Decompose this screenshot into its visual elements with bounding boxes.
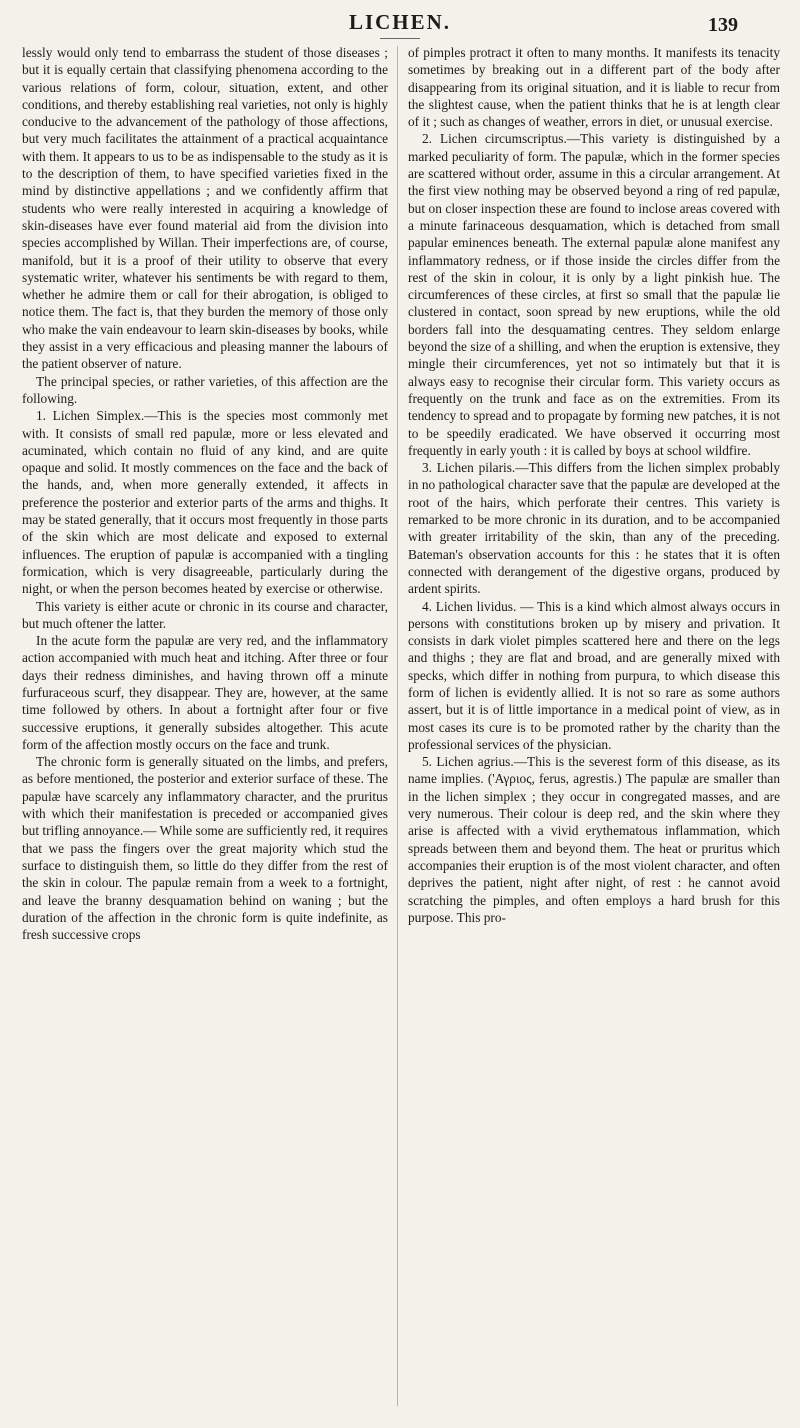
left-column: [22, 44, 388, 943]
paragraph: This variety is either acute or chronic in its course and character, but much oftener the latter.: [22, 598, 388, 631]
page-header: [0, 4, 800, 44]
paragraph: 1. Lichen Simplex.—This is the species most commonly met with. It consists of small red papulæ, more or less elevated and acuminated, which contain no fluid of any kind, and are quite opaque and solid. It mostly commences on the face and the back of the hands, and, when more generally extended, it affects in preference the posterior and exterior parts of the arms and thighs. It may be stated generally, that it occurs most frequently in those parts of the skin which are most delicate and exposed to external influences. The eruption of papulæ is accompanied with a tingling formication, which is very disagreeable, particularly during the night, or when the person becomes heated by exercise or otherwise.: [22, 408, 388, 597]
paragraph: The principal species, or rather varieties, of this affection are the following.: [22, 373, 388, 406]
paragraph: 4. Lichen lividus. — This is a kind which almost always occurs in persons with constitutions broken up by misery and privation. It consists in dark violet pimples scattered here and there on the legs and thighs ; they are flat and broad, and are generally mixed with specks, which differ in nothing from purpura, to which disease this form of lichen is evidently allied. It is not so rare as some authors assert, but it is of little importance in a medical point of view, as in most cases its cure is to be promoted rather by the charity than the professional services of the physician.: [408, 598, 780, 752]
paragraph: 5. Lichen agrius.—This is the severest form of this disease, as its name implies. ('Αγριος, ferus, agrestis.) The papulæ are smaller than in the lichen simplex ; they occur in congregated masses, and are very numerous. Their colour is deep red, and the skin where they arise is affected with a vivid erythematous inflammation, which spreads between them and beyond them. The heat or pruritus which accompanies their eruption is of the most violent character, and often deprives the patient, night after night, of rest : he cannot avoid scratching the pimples, and often employs a hard brush for this purpose. This pro-: [408, 754, 780, 925]
page-number: 139: [708, 14, 738, 36]
paragraph: of pimples protract it often to many months. It manifests its tenacity sometimes by breaking out in a different part of the body after disappearing from its original situation, and it is liable to recur from the slightest cause, when the patient thinks that he is at length clear of it ; such as changes of weather, errors in diet, or unusual exercise.: [408, 45, 780, 130]
paragraph: 3. Lichen pilaris.—This differs from the lichen simplex probably in no pathological character save that the papulæ are developed at the root of the hairs, which perforate their centres. This variety is remarked to be more chronic in its duration, and to be accompanied with greater irritability of the skin, than any of the preceding. Bateman's observation accounts for this : he states that it is often connected with derangement of the digestive organs, produced by ardent spirits.: [408, 460, 780, 597]
running-title: LICHEN.: [348, 10, 452, 34]
paragraph: In the acute form the papulæ are very red, and the inflammatory action accompanied with much heat and itching. After three or four days their redness diminishes, and having thrown off a minute furfuraceous scurf, they disappear. They are, however, at the same time followed by others. In about a fortnight after four or five successive eruptions, it generally subsides altogether. This acute form of the affection mostly occurs on the face and trunk.: [22, 633, 388, 752]
paragraph: The chronic form is generally situated on the limbs, and prefers, as before mentioned, the posterior and exterior surface of these. The papulæ have scarcely any inflammatory character, and the pruritus with which their manifestation is preceded or accompanied gives but trifling annoyance.— While some are sufficiently red, it requires that we pass the fingers over the great majority which stud the surface to distinguish them, so little do they differ from the rest of the skin in colour. The papulæ remain from a week to a fortnight, and leave the branny desquamation behind on waning ; but the duration of the affection in the chronic form is quite indefinite, as fresh successive crops: [22, 754, 388, 943]
right-column: [408, 44, 780, 926]
paragraph: lessly would only tend to embarrass the student of those diseases ; but it is equally certain that classifying phenomena according to the various relations of form, colour, situation, extent, and other conditions, and thereby establishing real varieties, not only is highly conducive to the advancement of the pathology of those affections, but very much facilitates the attainment of a practical acquaintance with them. It appears to us to be as indispensable to the study as it is to the description of them, to have specified varieties fixed in the mind by distinctive appellations ; and we confidently affirm that students who were really interested in acquiring a knowledge of skin-diseases have ever found material aid from the division into species accomplished by Willan. Their imperfections are, of course, manifold, but it is a proof of their utility to observe that every systematic writer, whatever his sentiments be with regard to them, whether he admire them or call for their abrogation, is obliged to notice them. The fact is, that they burden the memory of those only who make the vain endeavour to learn skin-diseases by books, while they assist in a very efficacious and pleasing manner the labours of the patient observer of nature.: [22, 45, 388, 372]
column-divider: [397, 46, 398, 1406]
paragraph: 2. Lichen circumscriptus.—This variety is distinguished by a marked peculiarity of form. The papulæ, which in the former species are scattered without order, assume in this a circular arrangement. At the first view nothing may be observed beyond a ring of red papulæ, but on closer inspection these are found to inclose areas covered with a minute farinaceous desquamation, which is detached from small papular eminences beneath. The external papulæ alone manifest any inflammatory redness, or if those inside the circles differ from the rest of the skin in colour, it is only by a light pinkish hue. The circumferences of these circles, at first so small that the papulæ lie clustered in contact, soon spread by new eruptions, while the old borders fall into the desquamating centres. They seldom enlarge beyond the size of a shilling, and when the eruption is extensive, they mingle their circumferences, yet not so intimately but that it is always easy to recognise their circular form. This variety occurs as frequently on the trunk and face as on the extremities. From its tendency to spread and to propagate by forming new patches, it is not to be speedily eradicated. We have observed it occurring most frequently in early youth : it is called by boys at school wildfire.: [408, 131, 780, 458]
header-ornament-rule: [380, 38, 420, 39]
